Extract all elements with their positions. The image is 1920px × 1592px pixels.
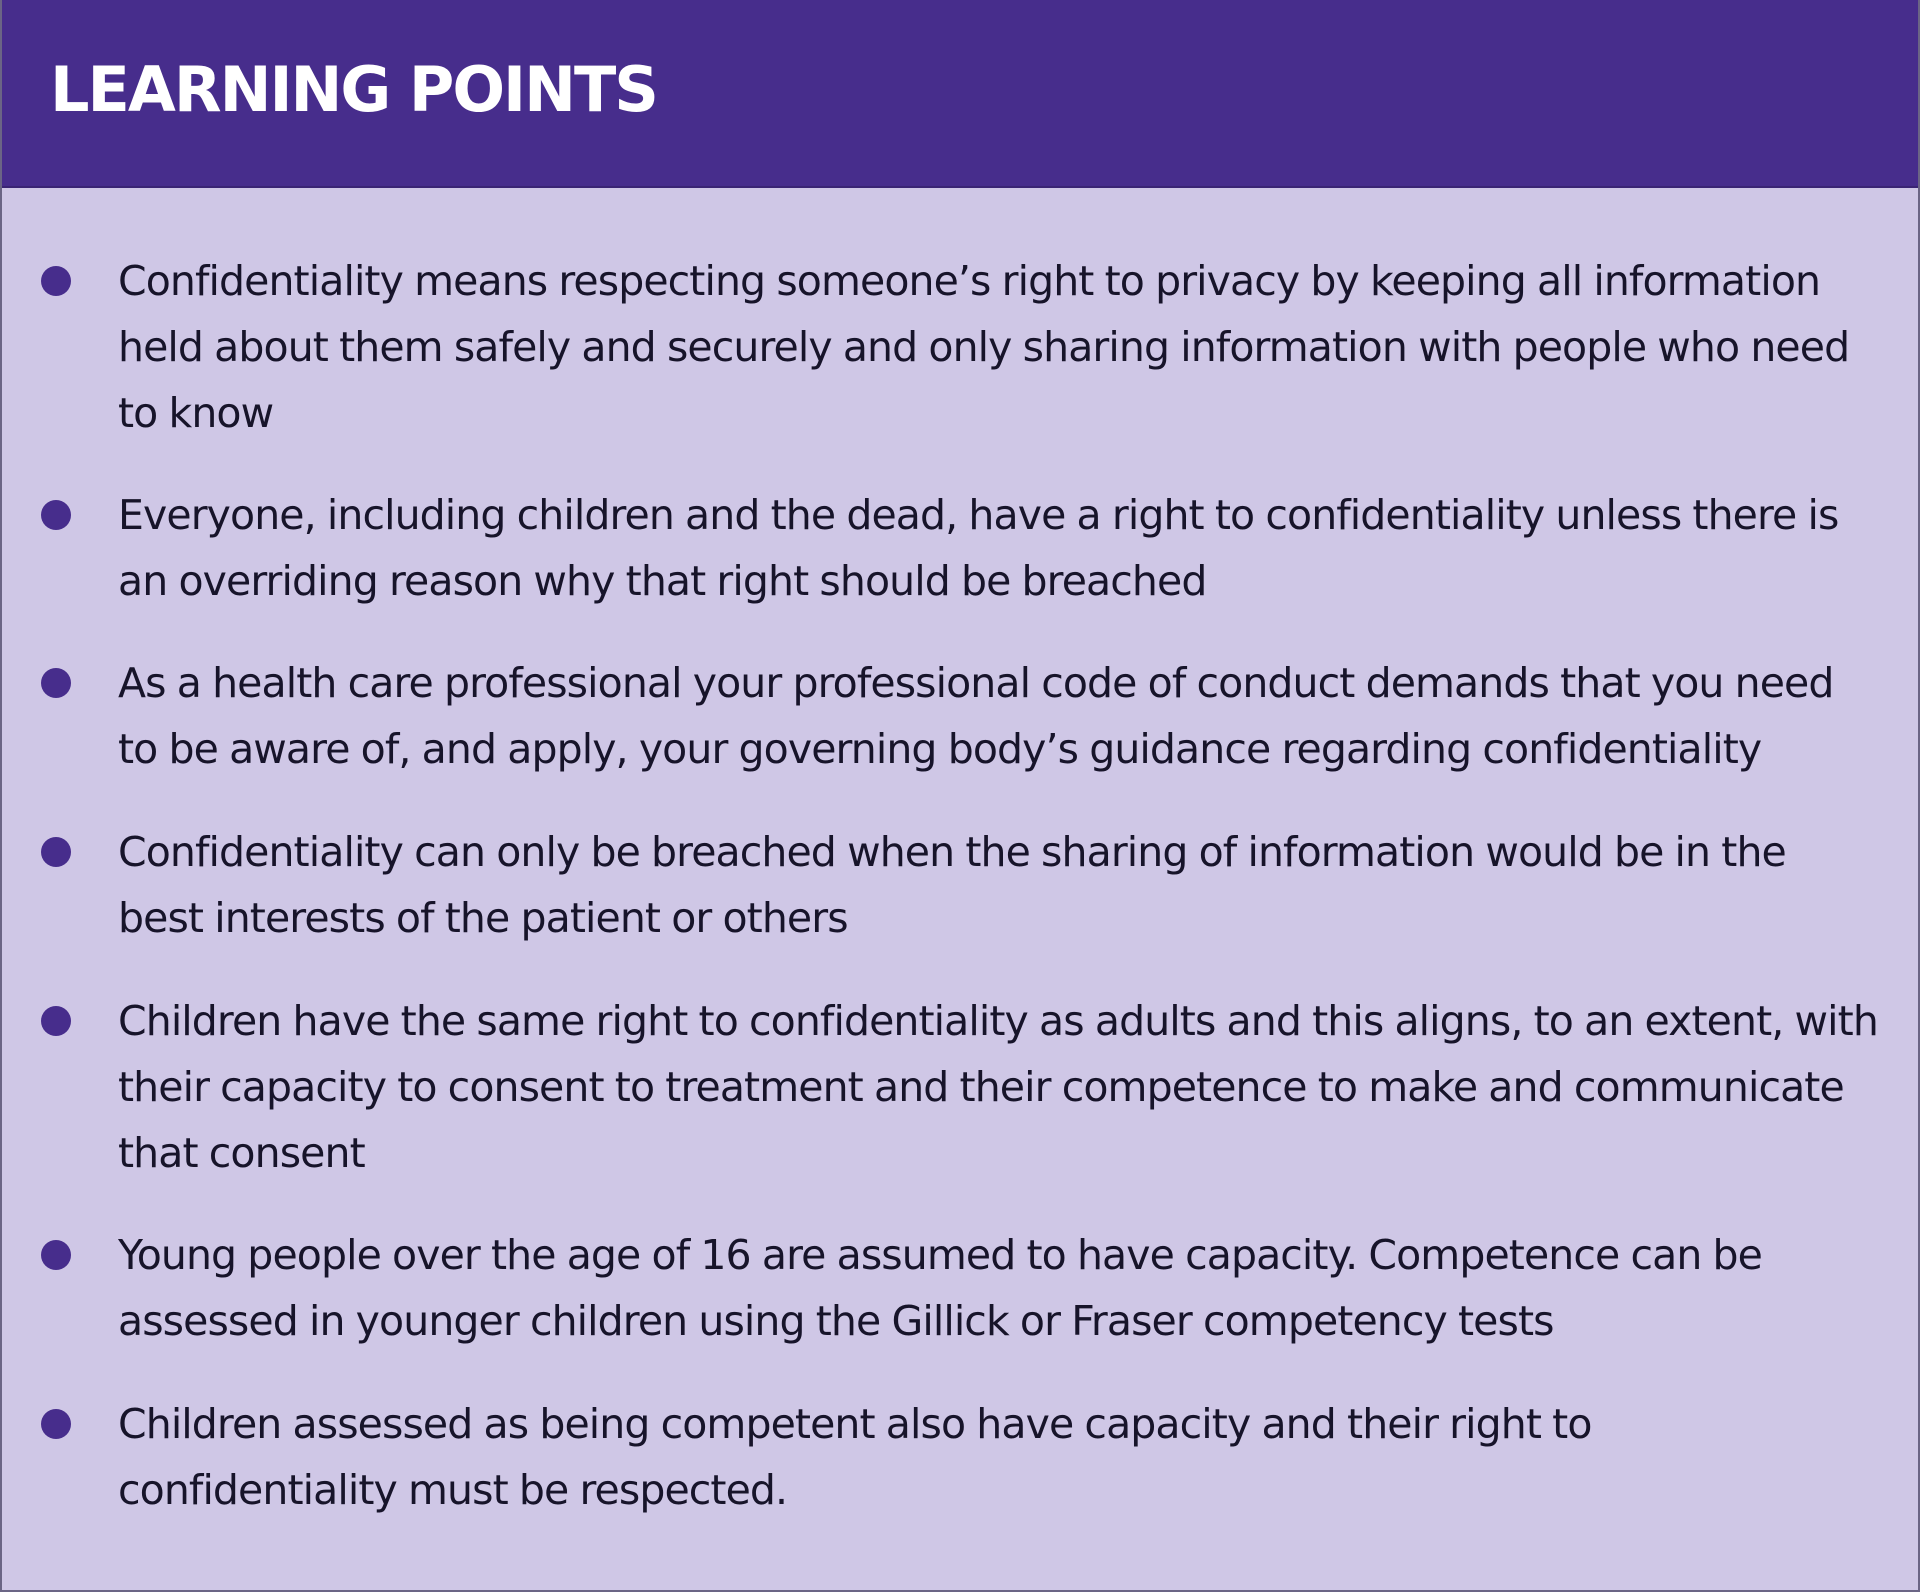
bullet-dot-icon — [41, 500, 71, 530]
bullet-dot-icon — [41, 1006, 71, 1036]
list-item-text: Children have the same right to confidentiality as adults and this aligns, to an extent, with their capacity to consent to treatment and their competence to make and communicate that consent — [118, 997, 1878, 1177]
bullet-dot-icon — [41, 1240, 71, 1270]
panel-header — [2, 0, 1918, 188]
list-item-text: As a health care professional your professional code of conduct demands that you need to be aware of, and apply, your governing body’s guidance regarding confidentiality — [118, 659, 1834, 773]
list-item-text: Confidentiality means respecting someone’s right to privacy by keeping all information held about them safely and securely and only sharing information with people who need to know — [118, 257, 1850, 437]
panel-title: LEARNING POINTS — [50, 52, 657, 126]
list-item-text: Children assessed as being competent also have capacity and their right to confidentiality must be respected. — [118, 1400, 1592, 1514]
list-item-text: Confidentiality can only be breached when the sharing of information would be in the best interests of the patient or others — [118, 828, 1786, 942]
bullet-dot-icon — [41, 266, 71, 296]
bullet-dot-icon — [41, 1409, 71, 1439]
bullet-dot-icon — [41, 837, 71, 867]
list-item-text: Everyone, including children and the dead, have a right to confidentiality unless there is an overriding reason why that right should be breached — [118, 491, 1839, 605]
list-item-text: Young people over the age of 16 are assumed to have capacity. Competence can be assessed in younger children using the Gillick or Fraser competency tests — [118, 1231, 1763, 1345]
bullet-dot-icon — [41, 668, 71, 698]
